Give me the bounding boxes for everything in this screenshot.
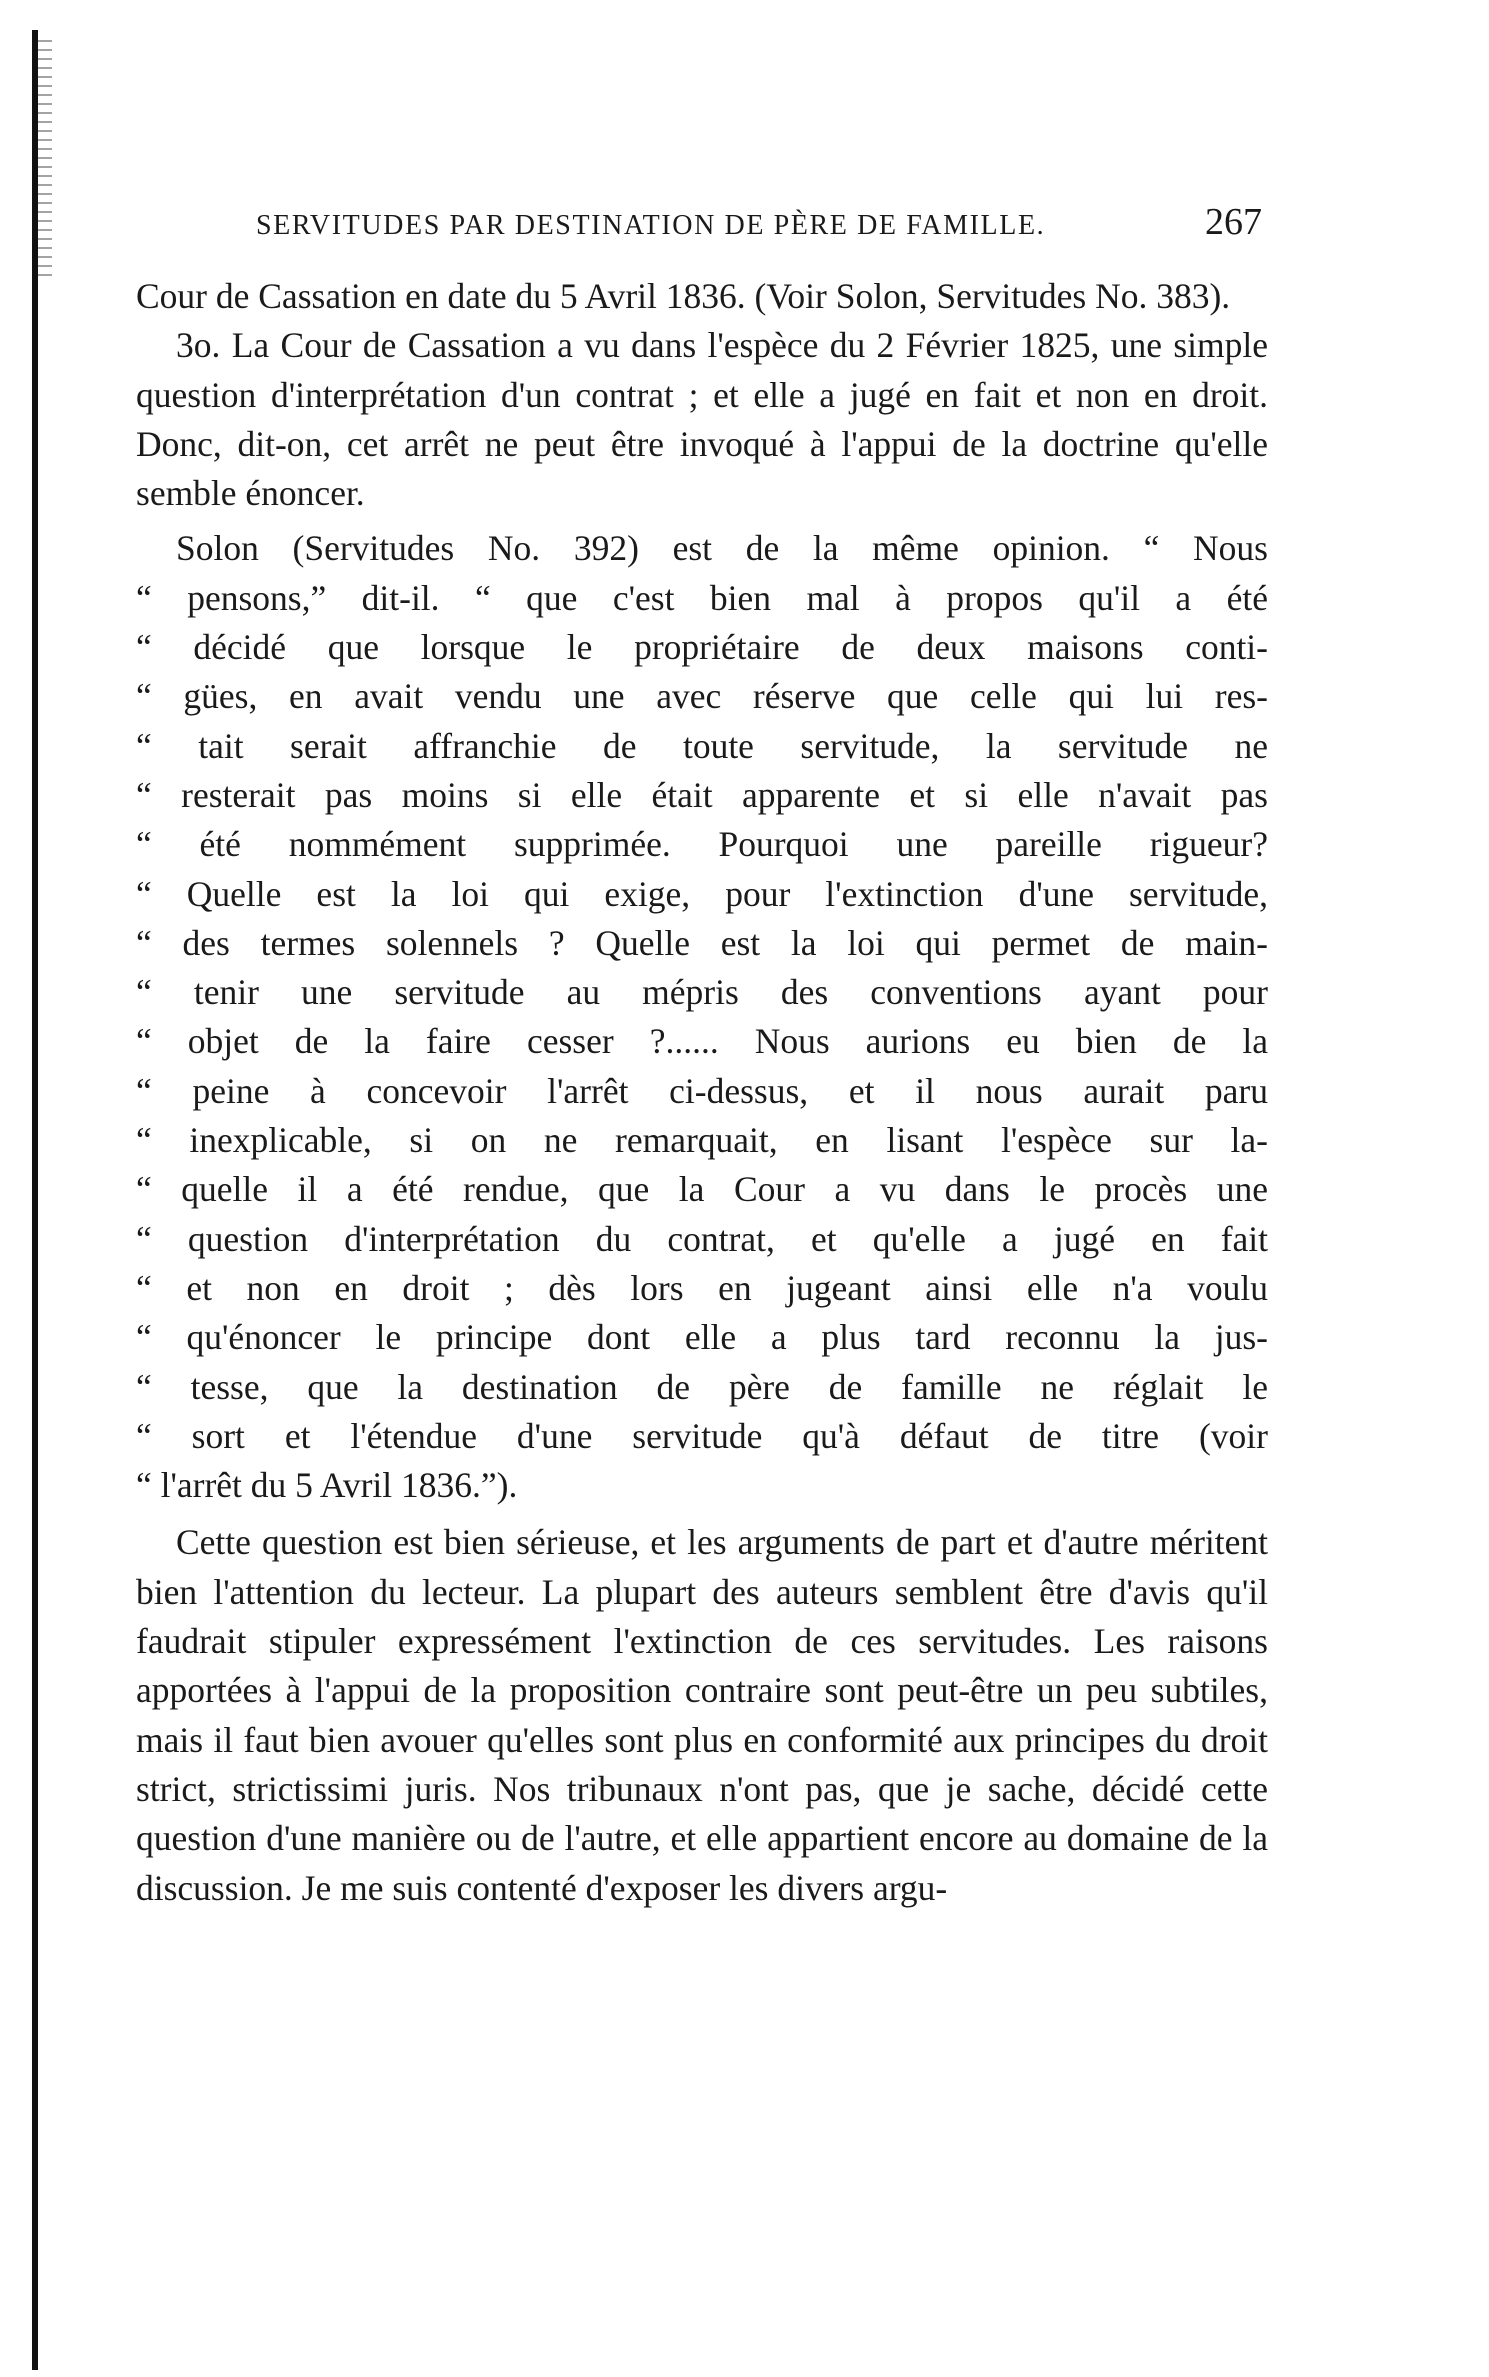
quote-line: “ Quelle est la loi qui exige, pour l'extinction d'une servitude,	[136, 873, 1268, 914]
solon-quotation	[136, 524, 1268, 1510]
quote-line: “ et non en droit ; dès lors en jugeant ainsi elle n'a voulu	[136, 1267, 1268, 1308]
quote-line: “ des termes solennels ? Quelle est la loi qui permet de main-	[136, 922, 1268, 963]
quote-line: Solon (Servitudes No. 392) est de la même opinion. “ Nous	[176, 528, 1268, 569]
quote-line: “ tait serait affranchie de toute servitude, la servitude ne	[136, 725, 1268, 766]
quote-line: “ quelle il a été rendue, que la Cour a vu dans le procès une	[136, 1169, 1268, 1210]
quote-line: “ tesse, que la destination de père de famille ne réglait le	[136, 1366, 1268, 1407]
running-title: SERVITUDES PAR DESTINATION DE PÈRE DE FAMILLE.	[256, 210, 1046, 241]
paragraph-point-3: 3o. La Cour de Cassation a vu dans l'espèce du 2 Février 1825, une simple question d'interprétation d'un contrat ; et elle a jugé en fait et non en droit. Donc, dit-on, cet arrêt ne peut être invoqué à l'appui de la doctrine qu'elle semble énoncer.	[136, 325, 1268, 514]
quote-line: “ peine à concevoir l'arrêt ci-dessus, et il nous aurait paru	[136, 1070, 1268, 1111]
book-spine-shadow	[32, 30, 38, 2370]
quote-line: “ l'arrêt du 5 Avril 1836.”).	[136, 1465, 518, 1506]
paragraph-continued: Cour de Cassation en date du 5 Avril 1836. (Voir Solon, Servitudes No. 383).	[136, 276, 1231, 316]
quote-line: “ resterait pas moins si elle était apparente et si elle n'avait pas	[136, 774, 1268, 815]
quote-line: “ inexplicable, si on ne remarquait, en lisant l'espèce sur la-	[136, 1120, 1268, 1161]
quote-line: “ tenir une servitude au mépris des conventions ayant pour	[136, 972, 1268, 1013]
quote-line: “ sort et l'étendue d'une servitude qu'à défaut de titre (voir	[136, 1415, 1268, 1456]
scan-edge-noise	[38, 40, 52, 280]
quote-line: “ gües, en avait vendu une avec réserve que celle qui lui res-	[136, 676, 1268, 717]
running-header	[136, 200, 1268, 260]
paragraph-discussion: Cette question est bien sérieuse, et les arguments de part et d'autre méritent bien l'attention du lecteur. La plupart des auteurs semblent être d'avis qu'il faudrait stipuler expressément l'extinction de ces servitudes. Les raisons apportées à l'appui de la proposition contraire sont peut-être un peu subtiles, mais il faut bien avouer qu'elles sont plus en conformité aux principes du droit strict, strictissimi juris. Nos tribunaux n'ont pas, que je sache, décidé cette question d'une manière ou de l'autre, et elle appartient encore au domaine de la discussion. Je me suis contenté d'exposer les divers argu-	[136, 1522, 1268, 1908]
quote-line: “ décidé que lorsque le propriétaire de deux maisons conti-	[136, 627, 1268, 668]
quote-line: “ question d'interprétation du contrat, et qu'elle a jugé en fait	[136, 1218, 1268, 1259]
quote-line: “ qu'énoncer le principe dont elle a plus tard reconnu la jus-	[136, 1317, 1268, 1358]
body-text	[136, 272, 1268, 1913]
book-page	[136, 200, 1268, 1913]
quote-line: “ objet de la faire cesser ?...... Nous aurions eu bien de la	[136, 1021, 1268, 1062]
quote-line: “ été nommément supprimée. Pourquoi une pareille rigueur?	[136, 824, 1268, 865]
page-number: 267	[1205, 201, 1262, 243]
quote-line: “ pensons,” dit-il. “ que c'est bien mal à propos qu'il a été	[136, 577, 1268, 618]
